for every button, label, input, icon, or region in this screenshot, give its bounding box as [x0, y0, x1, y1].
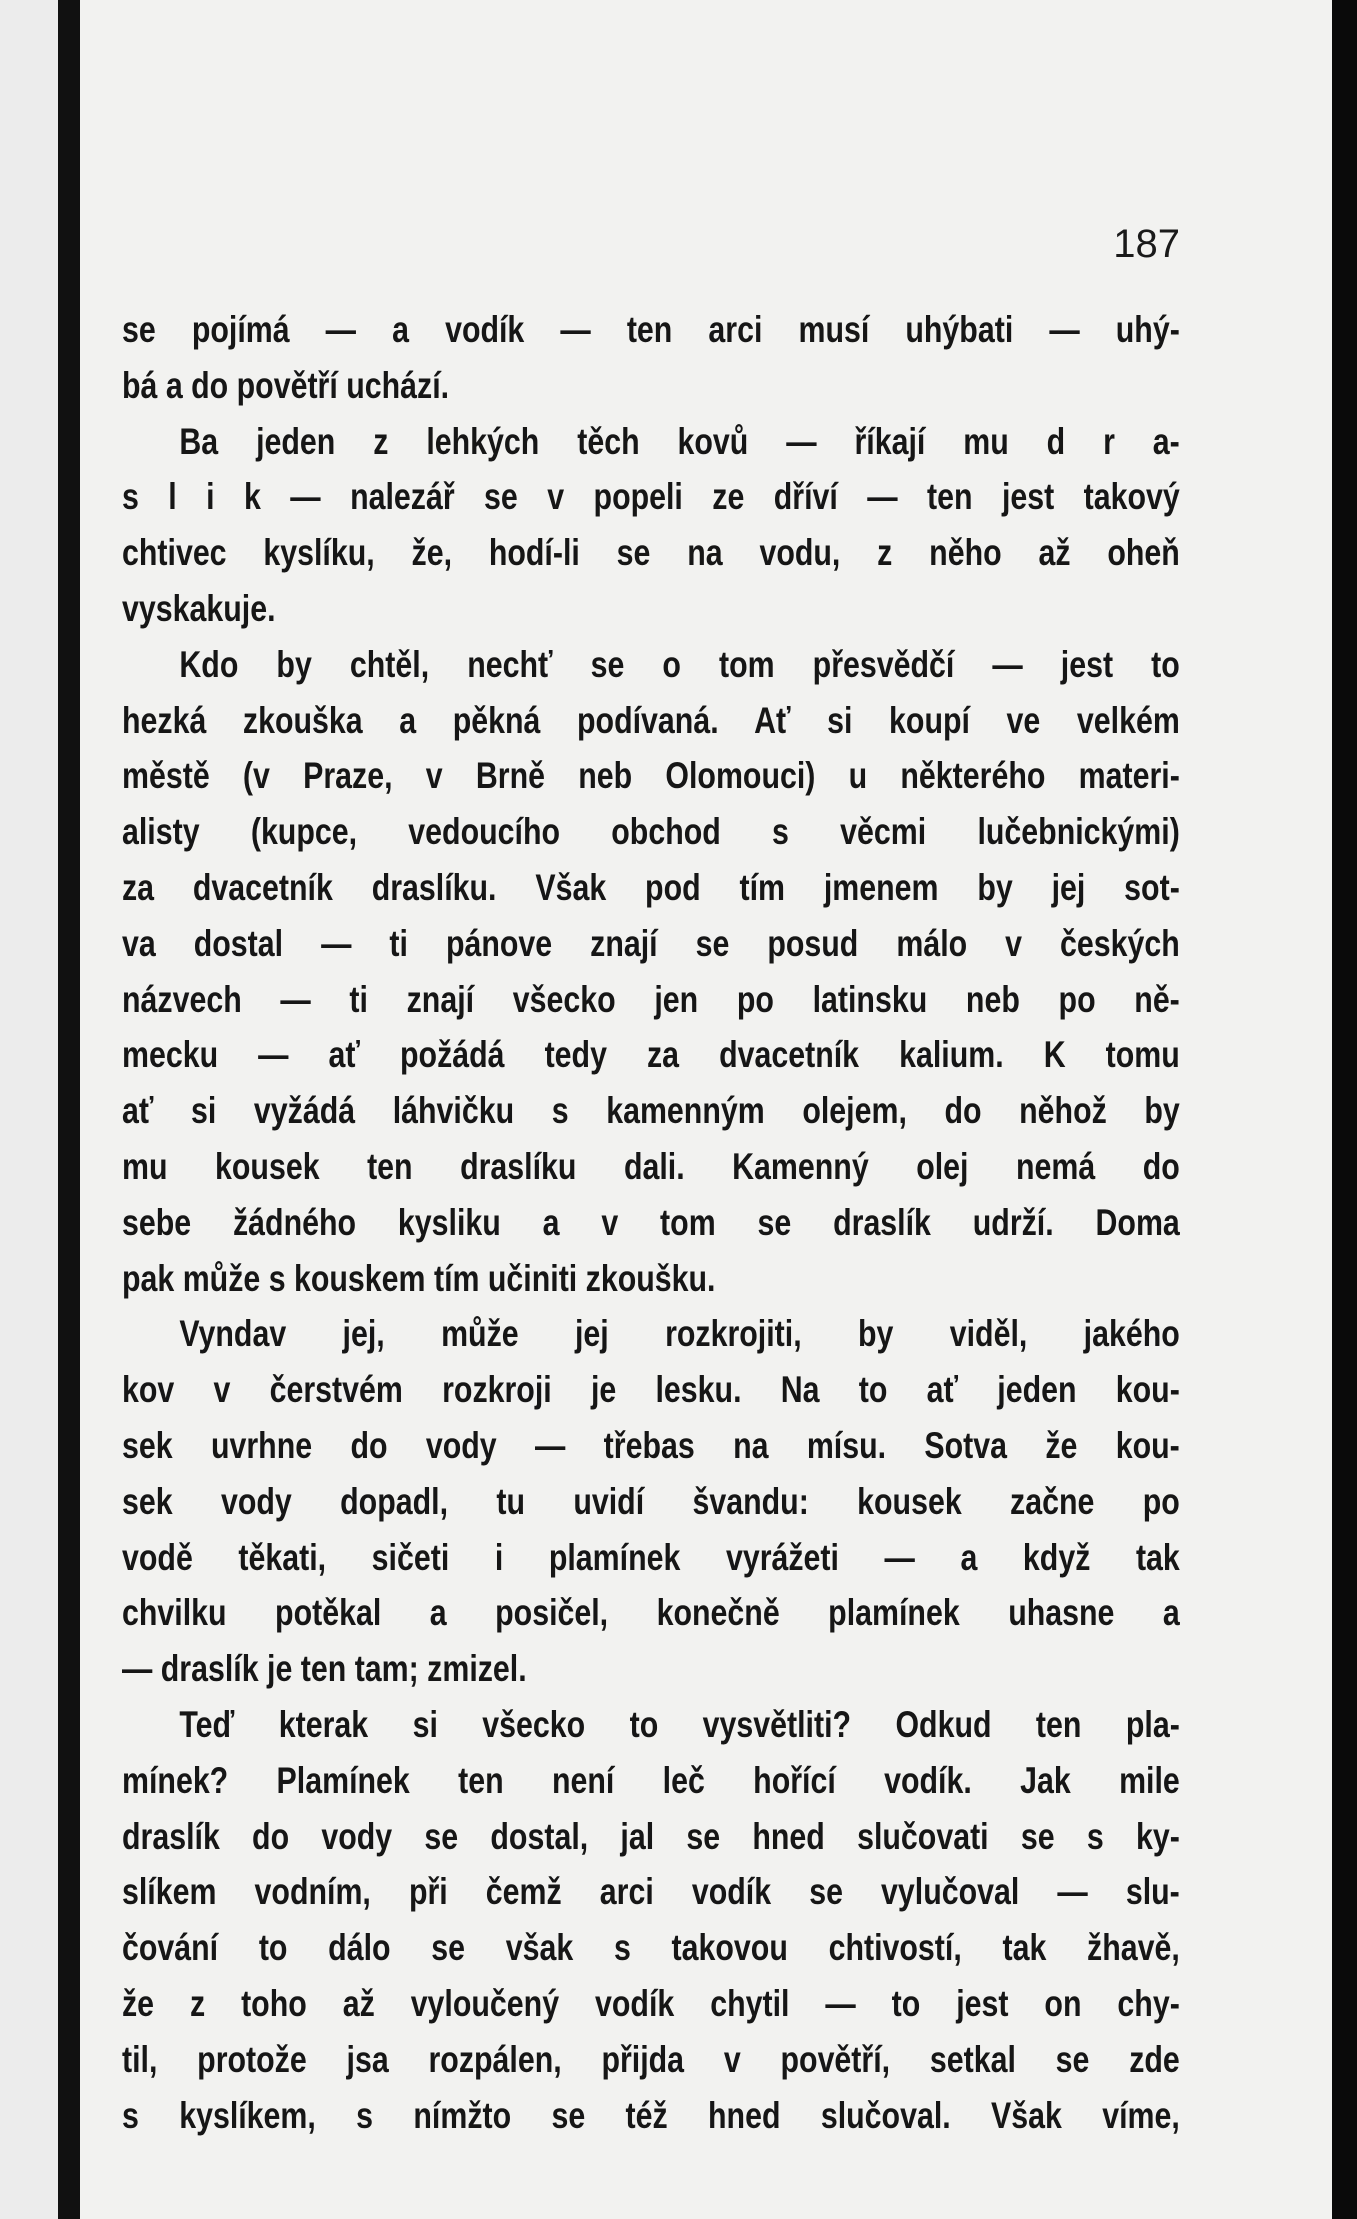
text-line: za dvacetník draslíku. Však pod tím jmenem by jej sot-: [122, 866, 1180, 908]
text-line: že z toho až vyloučený vodík chytil — to jest on chy-: [122, 1982, 1180, 2024]
text-line: vyskakuje.: [122, 587, 276, 629]
text-line: — draslík je ten tam; zmizel.: [122, 1648, 527, 1690]
text-line: sebe žádného kysliku a v tom se draslík udrží. Doma: [122, 1201, 1180, 1243]
text-line: ať si vyžádá láhvičku s kamenným olejem, do něhož by: [122, 1090, 1180, 1132]
body-text: [122, 302, 1180, 2143]
text-line: kov v čerstvém rozkroji je lesku. Na to ať jeden kou-: [122, 1369, 1180, 1411]
text-line: Ba jeden z lehkých těch kovů — říkají mu d r a-: [179, 420, 1180, 462]
text-line: draslík do vody se dostal, jal se hned slučovati se s ky-: [122, 1815, 1180, 1857]
text-line: slíkem vodním, při čemž arci vodík se vylučoval — slu-: [122, 1871, 1180, 1913]
scan-border: [1332, 0, 1357, 2219]
text-line: chvilku potěkal a posičel, konečně plamínek uhasne a: [122, 1592, 1180, 1634]
text-line: Vyndav jej, může jej rozkrojiti, by viděl, jakého: [179, 1313, 1180, 1355]
text-line: městě (v Praze, v Brně neb Olomouci) u některého materi-: [122, 755, 1180, 797]
page-number: 187: [1113, 222, 1180, 266]
text-line: mu kousek ten draslíku dali. Kamenný olej nemá do: [122, 1145, 1180, 1187]
text-line: vodě těkati, sičeti i plamínek vyrážeti — a když tak: [122, 1536, 1180, 1578]
text-line: s l i k — nalezář se v popeli ze dříví — ten jest takový: [122, 476, 1180, 518]
text-line: sek uvrhne do vody — třebas na mísu. Sotva že kou-: [122, 1424, 1180, 1466]
text-line: s kyslíkem, s nímžto se též hned slučoval. Však víme,: [122, 2094, 1180, 2136]
text-line: názvech — ti znají všecko jen po latinsku neb po ně-: [122, 978, 1180, 1020]
text-line: hezká zkouška a pěkná podívaná. Ať si koupí ve velkém: [122, 699, 1180, 741]
text-line: mecku — ať požádá tedy za dvacetník kalium. K tomu: [122, 1034, 1180, 1076]
text-line: til, protože jsa rozpálen, přijda v povětří, setkal se zde: [122, 2038, 1180, 2080]
text-line: sek vody dopadl, tu uvidí švandu: kousek začne po: [122, 1480, 1180, 1522]
book-gutter: [58, 0, 80, 2219]
text-line: se pojímá — a vodík — ten arci musí uhýbati — uhý-: [122, 309, 1180, 350]
text-line: pak může s kouskem tím učiniti zkoušku.: [122, 1257, 716, 1299]
text-line: va dostal — ti pánove znají se posud málo v českých: [122, 922, 1180, 964]
adjacent-page-edge: [0, 0, 58, 2219]
text-line: čování to dálo se však s takovou chtivostí, tak žhavě,: [122, 1927, 1180, 1969]
text-line: Teď kterak si všecko to vysvětliti? Odkud ten pla-: [179, 1703, 1180, 1745]
text-line: chtivec kyslíku, že, hodí-li se na vodu, z něho až oheň: [122, 532, 1180, 574]
text-line: mínek? Plamínek ten není leč hořící vodík. Jak mile: [122, 1759, 1180, 1801]
text-line: Kdo by chtěl, nechť se o tom přesvědčí — jest to: [179, 643, 1180, 685]
text-line: bá a do povětří uchází.: [122, 364, 450, 406]
text-line: alisty (kupce, vedoucího obchod s věcmi lučebnickými): [122, 811, 1180, 853]
